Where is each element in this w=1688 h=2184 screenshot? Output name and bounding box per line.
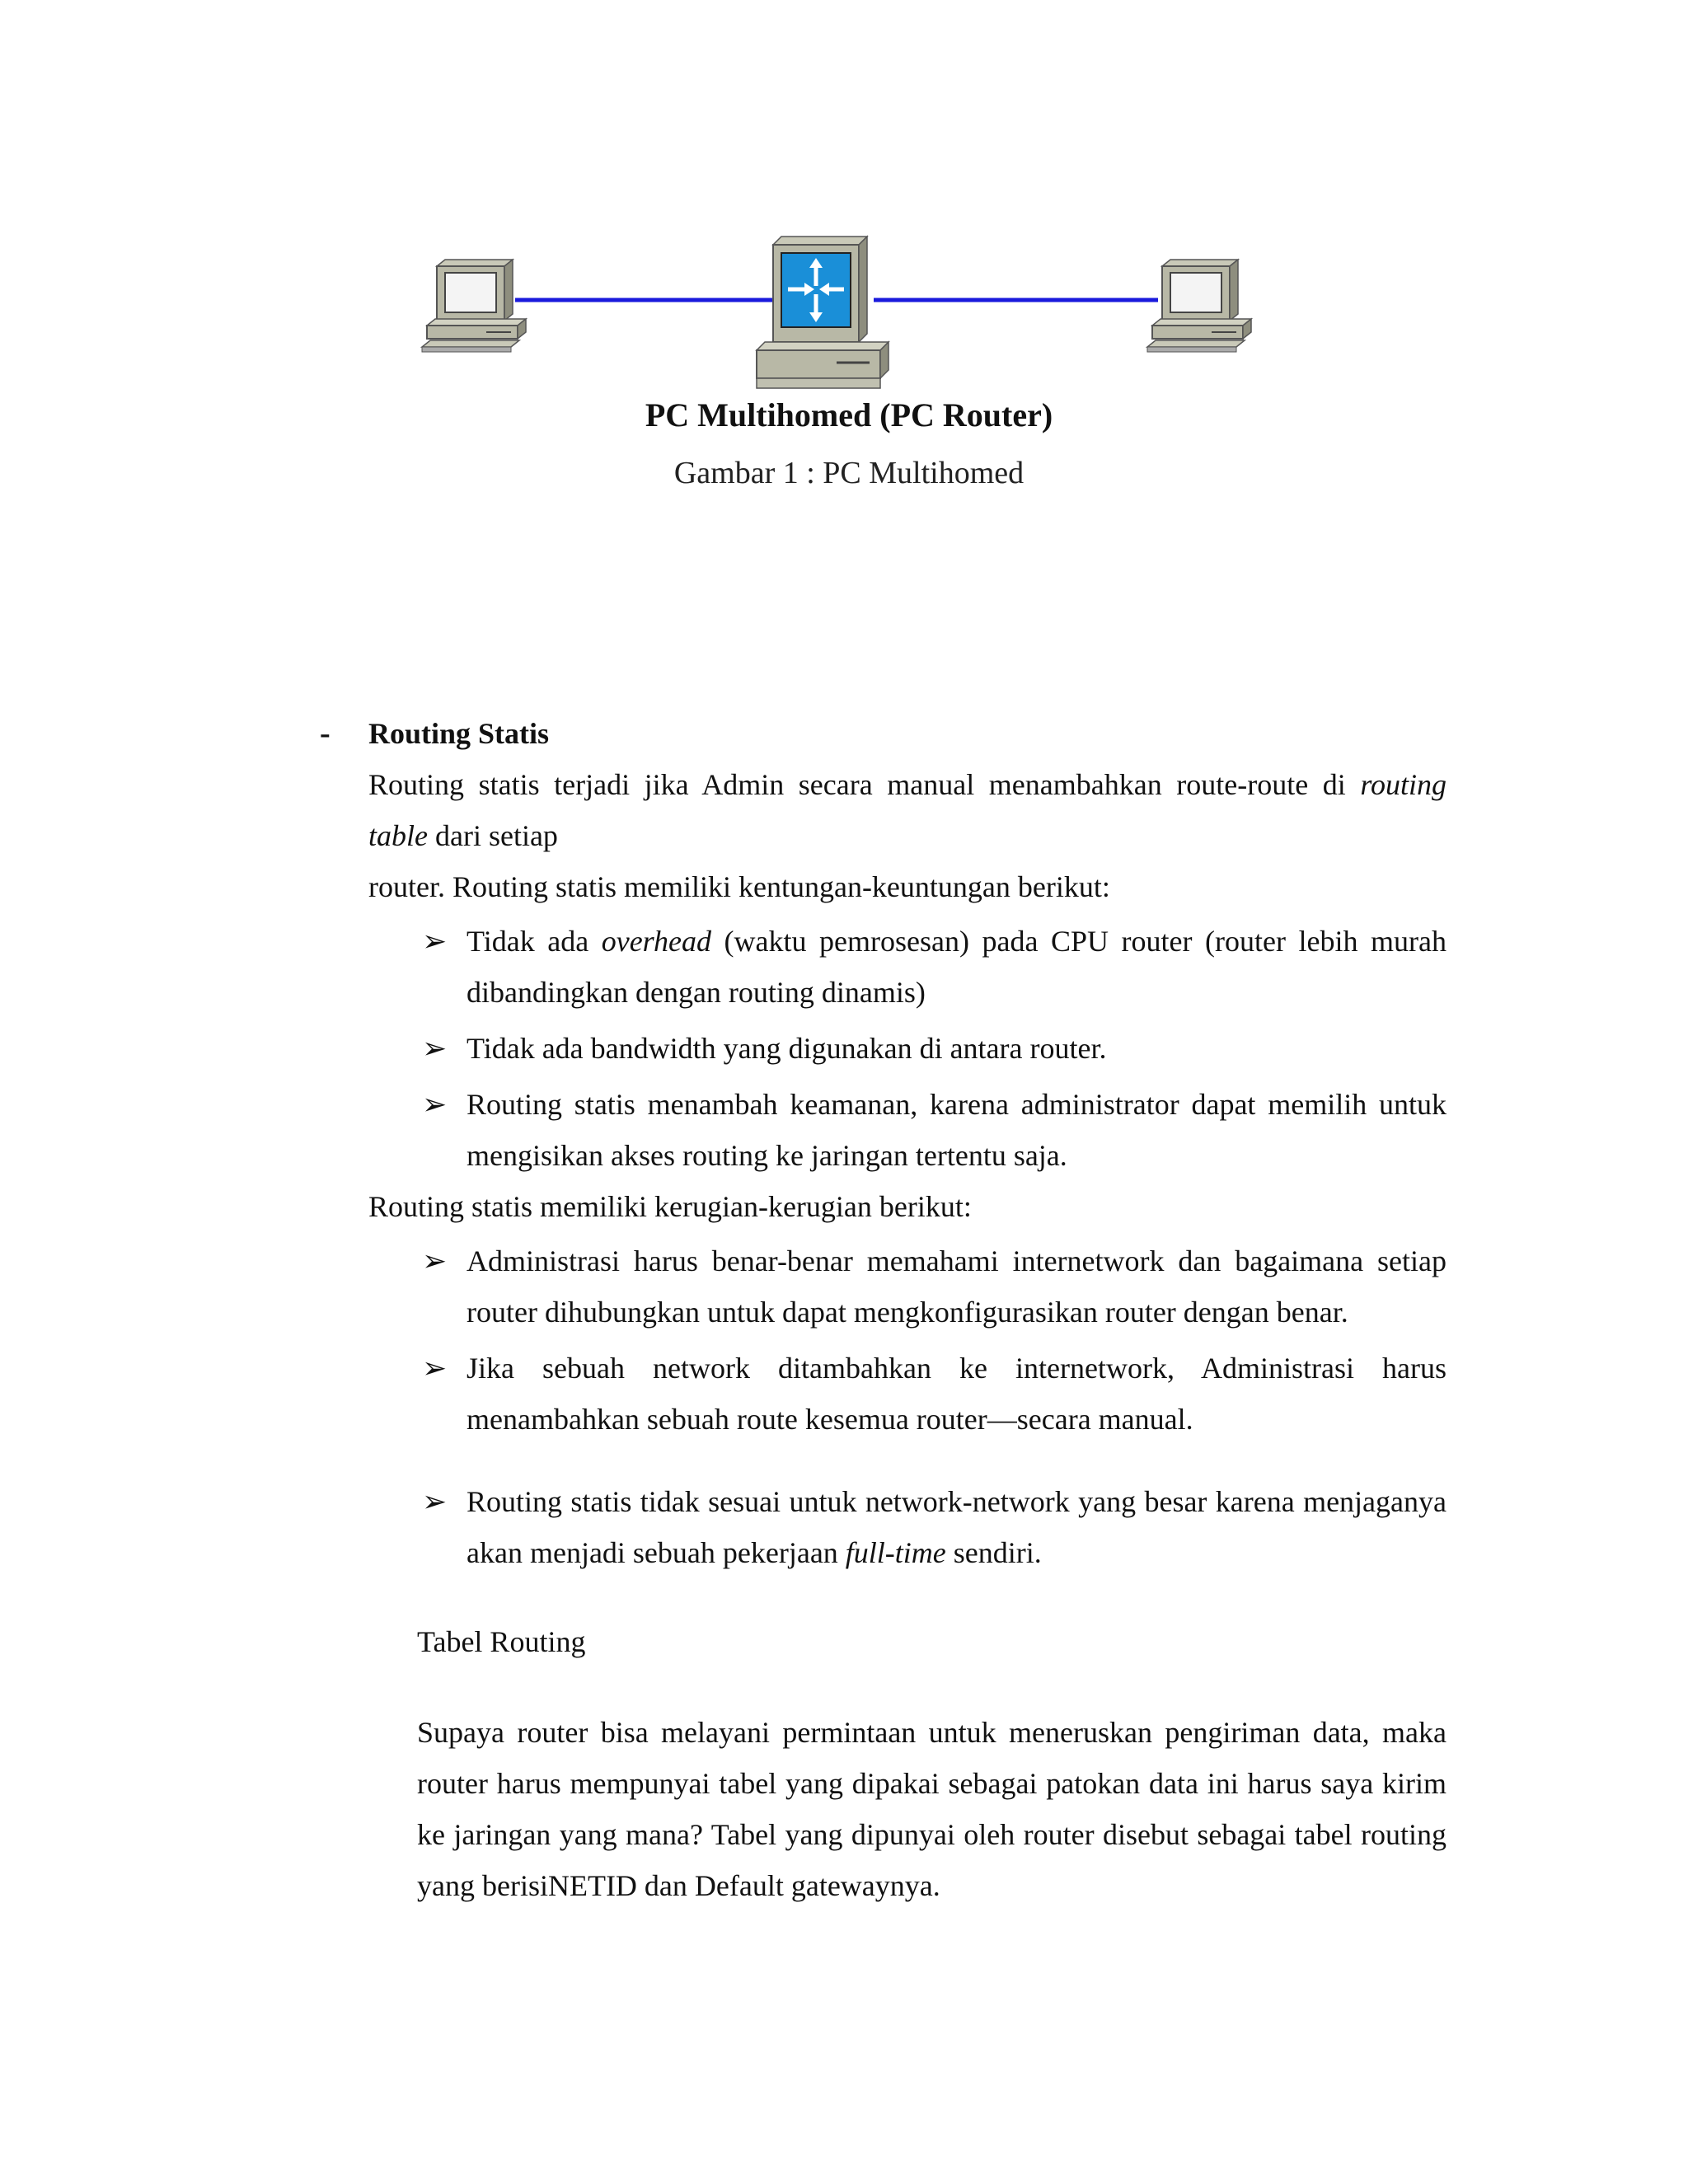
disadvantage-text: sendiri. (945, 1536, 1042, 1569)
bullet-icon: ➢ (422, 1032, 448, 1065)
advantage-2-line-1: Tidak ada bandwidth yang digunakan di antara router. (467, 1032, 1107, 1065)
disadvantage-1-line-1: Administrasi harus benar-benar memahami internetwork dan bagaimana setiap (467, 1244, 1447, 1277)
intro-emphasis: table (368, 819, 428, 852)
advantage-text: Tidak ada (467, 925, 602, 958)
disadvantage-text: akan menjadi sebuah pekerjaan (467, 1536, 846, 1569)
bullet-icon: ➢ (422, 1244, 448, 1277)
intro-emphasis: routing (1360, 768, 1447, 801)
table-para-line-2: router harus mempunyai tabel yang dipakai sebagai patokan data ini harus saya kirim (417, 1767, 1447, 1800)
network-figure (412, 231, 1286, 527)
computer-icon (1147, 260, 1251, 352)
disadvantage-emphasis: full-time (845, 1536, 946, 1569)
network-diagram (412, 231, 1286, 396)
intro-text: dari setiap (427, 819, 558, 852)
section-heading: Routing Statis (368, 717, 550, 750)
bullet-icon: ➢ (422, 1088, 448, 1121)
advantage-1-line-1 (467, 925, 1447, 958)
bullet-icon: ➢ (422, 1485, 448, 1518)
bullet-icon: ➢ (422, 925, 448, 958)
intro-line-1 (368, 768, 1447, 801)
advantage-emphasis: overhead (601, 925, 712, 958)
table-section-title: Tabel Routing (417, 1625, 586, 1658)
list-dash: - (320, 716, 331, 751)
figure-title: PC Multihomed (PC Router) (645, 396, 1053, 434)
figure-caption: Gambar 1 : PC Multihomed (673, 456, 1025, 490)
computer-icon (422, 260, 526, 352)
table-para-line-3: ke jaringan yang mana? Tabel yang dipunyai oleh router disebut sebagai tabel routing (417, 1818, 1447, 1851)
advantage-1-line-2: dibandingkan dengan routing dinamis) (467, 976, 926, 1009)
intro-text: Routing statis terjadi jika Admin secara manual menambahkan route-route di (368, 768, 1361, 801)
disadvantage-3-line-1: Routing statis tidak sesuai untuk network-network yang besar karena menjaganya (467, 1485, 1447, 1518)
disadvantage-1-line-2: router dihubungkan untuk dapat mengkonfigurasikan router dengan benar. (467, 1296, 1348, 1329)
bullet-icon: ➢ (422, 1352, 448, 1385)
disadvantage-2-line-2: menambahkan sebuah route kesemua router—secara manual. (467, 1403, 1193, 1436)
intro-line-3: router. Routing statis memiliki kentungan-keuntungan berikut: (368, 870, 1110, 903)
disadvantage-2-line-1: Jika sebuah network ditambahkan ke internetwork, Administrasi harus (467, 1352, 1447, 1385)
intro-line-2 (368, 819, 558, 852)
advantage-3-line-2: mengisikan akses routing ke jaringan tertentu saja. (467, 1139, 1067, 1172)
advantage-3-line-1: Routing statis menambah keamanan, karena administrator dapat memilih untuk (467, 1088, 1447, 1121)
disadvantage-3-line-2 (467, 1536, 1042, 1569)
table-para-line-1: Supaya router bisa melayani permintaan untuk meneruskan pengiriman data, maka (417, 1716, 1447, 1749)
advantage-text: (waktu pemrosesan) pada CPU router (router lebih murah (711, 925, 1447, 958)
disadvantage-intro: Routing statis memiliki kerugian-kerugian berikut: (368, 1190, 972, 1223)
table-para-line-4: yang berisiNETID dan Default gatewaynya. (417, 1869, 940, 1902)
router-pc-icon (757, 237, 889, 388)
